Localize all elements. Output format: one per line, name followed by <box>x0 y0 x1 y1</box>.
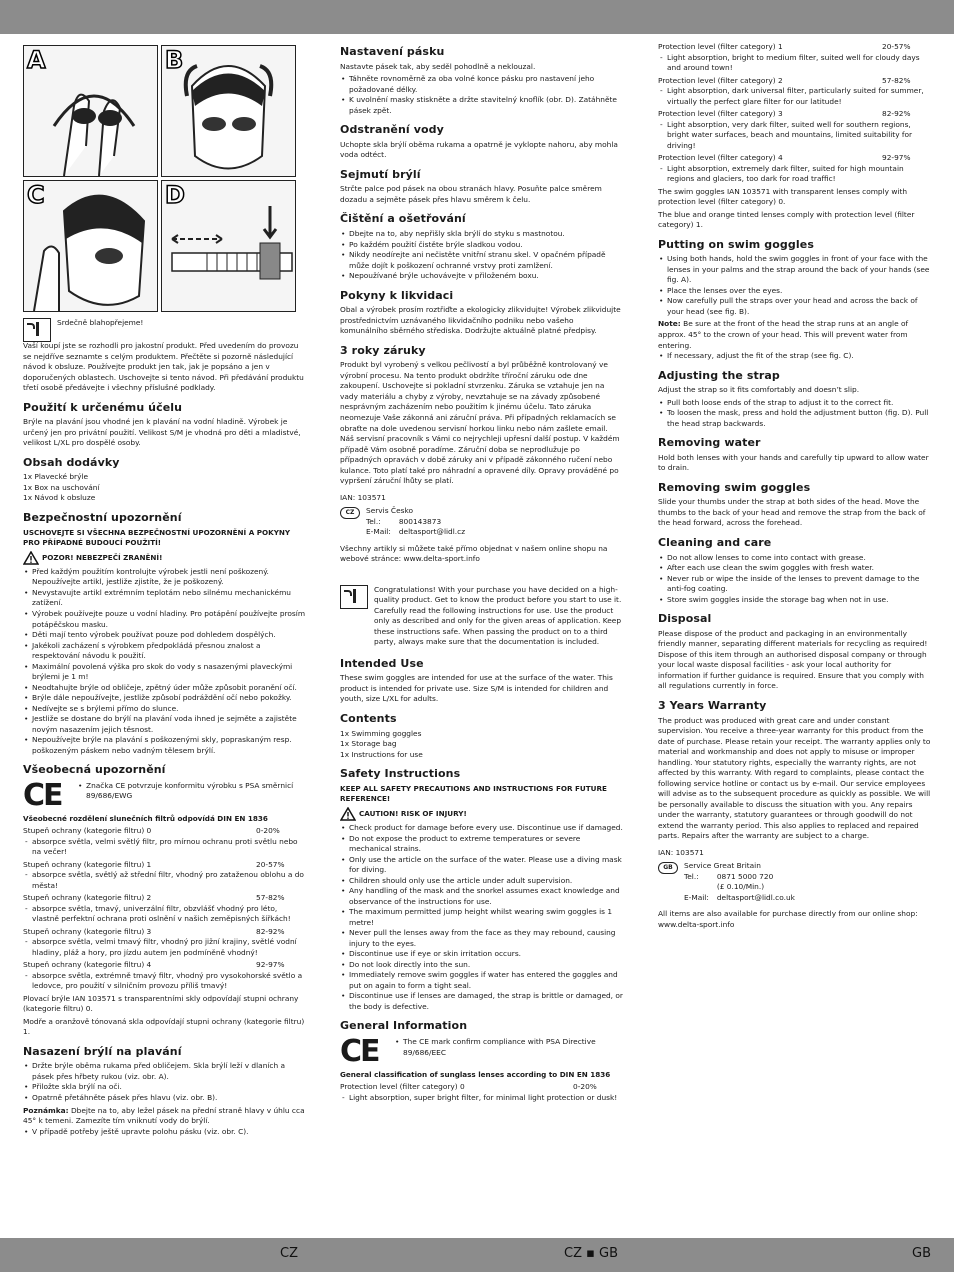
list-item: • Do not look directly into the sun. <box>340 960 623 971</box>
filter-desc: - Light absorption, super bright filter, for minimal light protection or dusk! <box>340 1093 623 1104</box>
list-item: • Nikdy neodírejte ani nečistěte vnitřní stranu skel. V opačném případě může dojít k poškození ochranné vrstvy proti zamlžení. <box>340 250 623 271</box>
filter-desc: - absorpce světla, tmavý, univerzální filtr, obzvlášť vhodný pro léto, vlastně perfektní ochrana proti oslnění v našich zeměpisných šířkách! <box>23 904 306 925</box>
filter-label: Protection level (filter category) 4 <box>658 153 783 163</box>
safety-caps: USCHOVEJTE SI VŠECHNA BEZPEČNOSTNÍ UPOZORNĚNÍ A POKYNY PRO PŘÍPADNÉ BUDOUCÍ POUŽITÍ! <box>23 527 291 547</box>
footer-right-label: GB <box>912 1246 931 1261</box>
column-gb <box>658 42 932 932</box>
section-title: General Information <box>340 1019 468 1033</box>
info-book-icon <box>23 318 51 342</box>
section-title: Nastavení pásku <box>340 45 445 58</box>
ce-text: • Značka CE potvrzuje konformitu výrobku s PSA směrnicí 89/686/EWG <box>77 781 306 802</box>
list-item: • Opatrně přetáhněte pásek přes hlavu (viz. obr. B). <box>23 1093 306 1104</box>
filter-range: 92-97% <box>256 960 285 970</box>
filter-range: 82-92% <box>256 926 285 936</box>
filter-range: 0-20% <box>573 1082 597 1092</box>
list-item: • Jestliže se dostane do brýlí na plavání voda ihned je sejměte a zajistěte novým nasazením jejich těsnost. <box>23 714 306 735</box>
usage-text: Brýle na plavání jsou vhodné jen k plavání na vodní hladině. Výrobek je určený jen pro privátní použití. Velikost S/M je vhodná pro děti a mladistvé, velikost L/XL pro dospělé osoby. <box>23 417 301 448</box>
filter-range: 20-57% <box>882 42 911 51</box>
list-item: • Check product for damage before every use. Discontinue use if damaged. <box>340 823 623 834</box>
ian-number: IAN: 103571 <box>340 492 386 502</box>
remove-text: Slide your thumbs under the strap at both sides of the head. Move the thumbs to the back of your head and remove the strap from the back of the head forward, across the forehead. <box>658 497 926 528</box>
list-item: • If necessary, adjust the fit of the strap (see fig. C). <box>658 351 932 362</box>
list-item: • Před každým použitím kontrolujte výrobek jestli není poškozený. Nepoužívejte artikl, jestliže zjistíte, že je poškozený. <box>23 567 306 588</box>
contents-item: 1x Návod k obsluze <box>23 493 96 503</box>
safety-list <box>23 567 306 756</box>
list-item: • Discontinue use if eye or skin irritation occurs. <box>340 949 623 960</box>
warning-line <box>23 551 306 565</box>
figure-b <box>161 45 296 177</box>
section-title: Nasazení brýlí na plavání <box>23 1044 182 1058</box>
section-title: 3 Years Warranty <box>658 698 767 712</box>
filter-desc: - absorpce světla, velmi tmavý filtr, vhodný pro jižní krajiny, světlé vodní hladiny, pláž a hory, pro jízdu autem jen podmíněně vhodný! <box>23 937 306 958</box>
section-title: Odstranění vody <box>340 123 444 137</box>
section-title: 3 roky záruky <box>340 343 426 357</box>
filter-note: The swim goggles IAN 103571 with transparent lenses comply with protection level (filter category) 0. <box>658 186 908 207</box>
service-name: Service Great Britain <box>684 861 761 871</box>
water-text: Uchopte skla brýlí oběma rukama a opatrně je vyklopte nahoru, aby mohla voda odtéct. <box>340 139 618 160</box>
ce-mark-icon: CE <box>340 1034 379 1070</box>
filter-desc: - Light absorption, bright to medium filter, suited well for cloudy days and around town! <box>658 53 932 74</box>
list-item: • Do not allow lenses to come into contact with grease. <box>658 553 932 564</box>
section-title: Použití k určenému účelu <box>23 400 183 414</box>
filter-note: Modře a oranžově tónovaná skla odpovídají stupni ochrany (kategorie filtru) 1. <box>23 1016 305 1037</box>
filter-range: 92-97% <box>882 153 911 163</box>
section-title: Obsah dodávky <box>23 455 120 469</box>
footer-bar <box>0 1238 954 1272</box>
list-item: • Jakékoli zacházení s výrobkem předpokládá přesnou znalost a respektování návodu k použití. <box>23 641 306 662</box>
filter-row <box>658 109 932 151</box>
filter-row <box>340 1082 623 1103</box>
list-item: • Children should only use the article under adult supervision. <box>340 876 623 887</box>
list-item: • Any handling of the mask and the snorkel assumes exact knowledge and observance of the instructions for use. <box>340 886 623 907</box>
tel-number: 800143873 <box>398 516 442 526</box>
list-item: • Only use the article on the surface of the water. Please use a diving mask for diving. <box>340 855 623 876</box>
warning-line <box>340 807 623 821</box>
contents-item: 1x Box na uschování <box>23 482 100 492</box>
filter-row <box>23 960 306 992</box>
tel-label: Tel.: <box>684 871 699 881</box>
figure-letter: B <box>165 46 184 74</box>
email-address: deltasport@lidl.cz <box>398 527 466 537</box>
note-label: Note: <box>658 319 681 329</box>
note-text: Dbejte na to, aby ležel pásek na přední straně hlavy v úhlu cca 45° k temeni. Zamezíte tím vniknutí vody do brýlí. <box>23 1105 305 1126</box>
contents-item: 1x Swimming goggles <box>340 728 422 738</box>
list-item: • Discontinue use if lenses are damaged, the strap is brittle or damaged, or the body is defective. <box>340 991 623 1012</box>
filter-desc: - absorpce světla, velmi světlý filtr, pro mírnou ochranu proti světlu nebo na večer! <box>23 837 306 858</box>
filter-row <box>23 826 306 858</box>
list-item: • After each use clean the swim goggles with fresh water. <box>658 563 932 574</box>
list-item: • Never rub or wipe the inside of the lenses to prevent damage to the anti-fog coating. <box>658 574 932 595</box>
water-text: Hold both lenses with your hands and carefully tip upward to allow water to drain. <box>658 452 929 473</box>
section-title: Intended Use <box>340 656 424 670</box>
service-name: Servis Česko <box>366 506 413 516</box>
list-item: • Nepoužívejte brýle na plavání s poškozenými skly, popraskaným resp. poškozeným páskem nebo vadným tělesem brýlí. <box>23 735 306 756</box>
figure-letter: A <box>27 46 46 74</box>
figure-d <box>161 180 296 312</box>
filter-label: Stupeň ochrany (kategorie filtru) 4 <box>23 960 152 970</box>
warranty-text: Produkt byl vyrobený s velkou pečlivostí a byl průběžně kontrolovaný ve výrobní procesu. Na tento produkt obdržíte tříroční záruku ode dne zakoupení. Uschovejte si pokladní stvrzenku. Záruka se vztahuje jen na vady materiálu a chyby z výroby, nevztahuje se na závady způsobené nesprávným zacházením nebo použitím k jinému účelu. Tato záruka neomezuje Vaše zákonná ani záruční práva. Při případných reklamacích se obraťte na dole uvedenou servisní horkou linku nebo nám zašlete email. Náš servisní pracovník s Vámi co nejrychleji upřesní další postup. V každém případě Vám osobně poradíme. Záruční doba se neprodlužuje po případných opravách v době záruky ani v případě zákonného ručení nebo kulance. Toto platí také pro náhradní a opravené díly. Opravy prováděné po vypršení záruční lhůty se platí. <box>340 360 620 486</box>
note-text: Be sure at the front of the head the strap runs at an angle of approx. 45° to the crown of your head. This will prevent water from entering. <box>658 319 909 350</box>
filter-label: Protection level (filter category) 1 <box>658 42 783 51</box>
filter-desc: - Light absorption, extremely dark filter, suited for high mountain regions and glaciers, too dark for road traffic! <box>658 164 932 185</box>
list-item: • Now carefully pull the straps over your head and across the back of your head (see fig. B). <box>658 296 932 317</box>
warning-triangle-icon <box>340 807 356 821</box>
filter-range: 57-82% <box>882 75 911 85</box>
filter-desc: - absorpce světla, světlý až střední filtr, vhodný pro zataženou oblohu a do města! <box>23 870 306 891</box>
intended-text: These swim goggles are intended for use at the surface of the water. This product is intended for private use. Size S/M is intended for children and youth, size L/XL for adults. <box>340 673 613 704</box>
filter-title: Všeobecné rozdělení slunečních filtrů odpovídá DIN EN 1836 <box>23 813 268 823</box>
note <box>658 319 932 351</box>
filter-label: Stupeň ochrany (kategorie filtru) 0 <box>23 826 152 836</box>
section-title: Cleaning and care <box>658 536 772 549</box>
warranty-text: The product was produced with great care and under constant supervision. You receive a three-year warranty for this product from the date of purchase. Please retain your receipt. The warranty applies only to material and workmanship and does not apply to misuse or improper handling. Your statutory rights, especially the warranty rights, are not affected by this warranty. With regard to complaints, please contact the following service hotline or contact us by e-mail. Our service employees will advise as to the subsequent procedure as quickly as possible. We will be personally available to discuss the situation with you. Any repairs under the warranty, statutory guarantees or through goodwill do not extend the warranty period. This also applies to replaced and repaired parts. Repairs after the warranty are subject to a charge. <box>658 715 931 841</box>
ce-mark-icon: CE <box>23 777 62 813</box>
tel-label: Tel.: <box>366 516 381 526</box>
section-title: Safety Instructions <box>340 767 461 781</box>
disposal-text: Please dispose of the product and packaging in an environmentally friendly manner, separating different materials for recycling as required! Dispose of this item through an authorised disposal company or through your local waste disposal facilities - ask your local authority for information if further guidance is required. Ensure that you comply with all regulations currently in force. <box>658 628 928 691</box>
filter-label: Stupeň ochrany (kategorie filtru) 2 <box>23 893 152 903</box>
list-item: • K uvolnění masky stiskněte a držte stavitelný knoflík (obr. D). Zatáhněte pásek zpět. <box>340 95 623 116</box>
warning-text: CAUTION! RISK OF INJURY! <box>359 809 467 819</box>
intro-box-gb <box>340 585 623 650</box>
list-item: • Pull both loose ends of the strap to adjust it to the correct fit. <box>658 398 932 409</box>
list-item: • V případě potřeby ještě upravte polohu pásku (viz. obr. C). <box>23 1127 306 1138</box>
service-contact <box>340 506 623 538</box>
filter-range: 20-57% <box>256 859 285 869</box>
intro-greeting: Srdečně blahopřejeme! <box>57 318 144 327</box>
list-item: • Brýle dále nepoužívejte, jestliže způsobí podráždění očí nebo pokožky. <box>23 693 306 704</box>
filter-desc: - Light absorption, dark universal filter, particularly suited for summer, virtually the perfect glare filter for our latitude! <box>658 86 932 107</box>
disposal-text: Obal a výrobek prosím roztřiďte a ekologicky zlikvidujte! Výrobek zlikvidujte prostřednictvím uznávaného likvidačního podniku nebo vašeho komunálního sběrného střediska. Dodržujte aktuálně platné předpisy. <box>340 305 621 336</box>
list-item: • Táhněte rovnoměrně za oba volné konce pásku pro nastavení jeho požadované délky. <box>340 74 623 95</box>
list-item: • Přiložte skla brýlí na oči. <box>23 1082 306 1093</box>
filter-row <box>658 42 932 74</box>
list-item: • The maximum permitted jump height whilst wearing swim goggles is 1 metre! <box>340 907 623 928</box>
remove-text: Strčte palce pod pásek na obou stranách hlavy. Posuňte palce směrem dozadu a sejměte pásek přes hlavu směrem k čelu. <box>340 184 602 204</box>
section-title: Removing swim goggles <box>658 480 811 494</box>
ce-block <box>340 1034 623 1070</box>
filter-label: Protection level (filter category) 3 <box>658 109 783 119</box>
list-item: • Place the lenses over the eyes. <box>658 286 932 297</box>
email-address: deltasport@lidl.co.uk <box>716 892 795 902</box>
filter-label: Stupeň ochrany (kategorie filtru) 1 <box>23 859 152 869</box>
section-title: Čištění a ošetřování <box>340 212 466 226</box>
figure-letter: C <box>27 181 45 209</box>
section-title: Removing water <box>658 436 761 450</box>
warning-triangle-icon <box>23 551 39 565</box>
email-label: E-Mail: <box>366 527 391 537</box>
list-item: • Nevystavujte artikl extrémním teplotám nebo silnému mechanickému zatížení. <box>23 588 306 609</box>
figure-letter: D <box>165 181 185 209</box>
section-title: Všeobecná upozornění <box>23 763 166 777</box>
list-item: • Děti mají tento výrobek používat pouze pod dohledem dospělých. <box>23 630 306 641</box>
contents-item: 1x Instructions for use <box>340 749 423 759</box>
filter-range: 0-20% <box>256 826 280 836</box>
ian-number: IAN: 103571 <box>658 847 704 857</box>
filter-label: Protection level (filter category) 2 <box>658 75 783 85</box>
country-code-badge: CZ <box>340 507 360 519</box>
footer-center-label: CZ ▪ GB <box>564 1246 619 1261</box>
list-item: • Výrobek používejte pouze u vodní hladiny. Pro potápění používejte prosím potápěčskou masku. <box>23 609 306 630</box>
filter-note: The blue and orange tinted lenses comply with protection level (filter category) 1. <box>658 209 915 230</box>
section-title: Adjusting the strap <box>658 368 780 382</box>
list-item: • Never pull the lenses away from the face as they may rebound, causing injury to the eyes. <box>340 928 623 949</box>
strap-text: Nastavte pásek tak, aby seděl pohodlně a neklouzal. <box>340 61 536 71</box>
list-item: • Immediately remove swim goggles if water has entered the goggles and put on again to form a tight seal. <box>340 970 623 991</box>
section-title: Contents <box>340 711 397 725</box>
list-item: • Nepoužívané brýle uchovávejte v přiloženém boxu. <box>340 271 623 282</box>
country-code-badge: GB <box>658 862 678 874</box>
filter-note: Plovací brýle IAN 103571 s transparentními skly odpovídají stupni ochrany (kategorie filtru) 0. <box>23 993 299 1014</box>
filter-label: Stupeň ochrany (kategorie filtru) 3 <box>23 926 152 936</box>
tel-number: 0871 5000 720 <box>716 871 774 881</box>
safety-caps: KEEP ALL SAFETY PRECAUTIONS AND INSTRUCTIONS FOR FUTURE REFERENCE! <box>340 783 607 803</box>
filter-title: General classification of sunglass lenses according to DIN EN 1836 <box>340 1070 611 1080</box>
section-title: Disposal <box>658 612 712 626</box>
filter-range: 57-82% <box>256 893 285 903</box>
list-item: • Držte brýle oběma rukama před obličejem. Skla brýlí leží v dlaních a pásek přes hřbety rukou (viz. obr. A). <box>23 1061 306 1082</box>
list-item: • To loosen the mask, press and hold the adjustment button (fig. D). Pull the head strap backwards. <box>658 408 932 429</box>
intro-text: Vaší koupí jste se rozhodli pro jakostní produkt. Před uvedením do provozu se nejdříve seznamte s celým produktem. Přečtěte si pozorně následující návod k obsluze. Používejte produkt jen tak, jak je popsáno a jen v doporučených oblastech. Uschovejte si tento návod. Při předávání produktu třetí osobě předávejte i všechny příslušné podklady. <box>23 341 304 393</box>
online-text: Všechny artikly si můžete také přímo objednat v našem online shopu na webové stránce: www.delta-sport.info <box>340 543 608 564</box>
filter-row <box>23 893 306 925</box>
ce-block <box>23 777 306 813</box>
column-cz-1 <box>23 42 306 1139</box>
note <box>23 1106 306 1127</box>
list-item: • Nedívejte se s brýlemi přímo do slunce. <box>23 704 306 715</box>
online-text: All items are also available for purchase directly from our online shop: www.delta-sport.info <box>658 909 918 929</box>
note-label: Poznámka: <box>23 1105 69 1115</box>
list-item: • Dbejte na to, aby nepřišly skla brýlí do styku s mastnotou. <box>340 229 623 240</box>
section-title: Putting on swim goggles <box>658 237 814 251</box>
filter-label: Protection level (filter category) 0 <box>340 1082 465 1092</box>
top-bar <box>0 0 954 34</box>
figure-a <box>23 45 158 177</box>
info-book-icon <box>340 585 368 609</box>
list-item: • Po každém použití čistěte brýle sladkou vodou. <box>340 240 623 251</box>
figure-c <box>23 180 158 312</box>
section-title: Sejmutí brýlí <box>340 167 421 181</box>
filter-row <box>23 860 306 892</box>
warning-text: POZOR! NEBEZPEČÍ ZRANĚNÍ! <box>42 552 163 562</box>
figure-grid <box>23 42 298 310</box>
intro-text: Congratulations! With your purchase you have decided on a high-quality product. Get to know the product before you start to use it. Carefully read the following instructions for use. Use the product only as described and only for the given areas of application. Keep these instructions safe. When passing the product on to a third party, always make sure that the documentation is included. <box>374 584 622 647</box>
list-item: • Using both hands, hold the swim goggles in front of your face with the lenses in your palms and the strap around the back of your hands (see fig. A). <box>658 254 932 286</box>
list-item: • Store swim goggles inside the storage bag when not in use. <box>658 595 932 606</box>
filter-range: 82-92% <box>882 109 911 119</box>
section-title: Bezpečnostní upozornění <box>23 510 182 524</box>
filter-row <box>23 927 306 959</box>
ce-text: • The CE mark confirm compliance with PSA Directive 89/686/EEC <box>394 1037 623 1058</box>
filter-row <box>658 76 932 108</box>
list-item: • Neodtahujte brýle od obličeje, zpětný úder může způsobit poranění očí. <box>23 683 306 694</box>
list-item: • Do not expose the product to extreme temperatures or severe mechanical strains. <box>340 834 623 855</box>
footer-left-label: CZ <box>280 1246 298 1261</box>
email-label: E-Mail: <box>684 892 709 902</box>
service-contact <box>658 861 932 903</box>
column-cz-2 <box>340 42 623 1105</box>
intro-box <box>23 318 306 342</box>
tel-rate: (£ 0.10/Min.) <box>716 882 765 892</box>
filter-row <box>658 153 932 185</box>
section-title: Pokyny k likvidaci <box>340 288 454 302</box>
contents-item: 1x Plavecké brýle <box>23 472 89 482</box>
filter-desc: - absorpce světla, extrémně tmavý filtr, vhodný pro vysokohorské světlo a ledovce, pro použití v silničním provozu příliš tmavý! <box>23 971 306 992</box>
contents-item: 1x Storage bag <box>340 739 397 749</box>
list-item: • Maximální povolená výška pro skok do vody s nasazenými plaveckými brýlemi je 1 m! <box>23 662 306 683</box>
filter-desc: - Light absorption, very dark filter, suited well for southern regions, bright water surfaces, beach and mountains, limited suitability for driving! <box>658 120 932 152</box>
strap-text: Adjust the strap so it fits comfortably and doesn’t slip. <box>658 385 860 395</box>
